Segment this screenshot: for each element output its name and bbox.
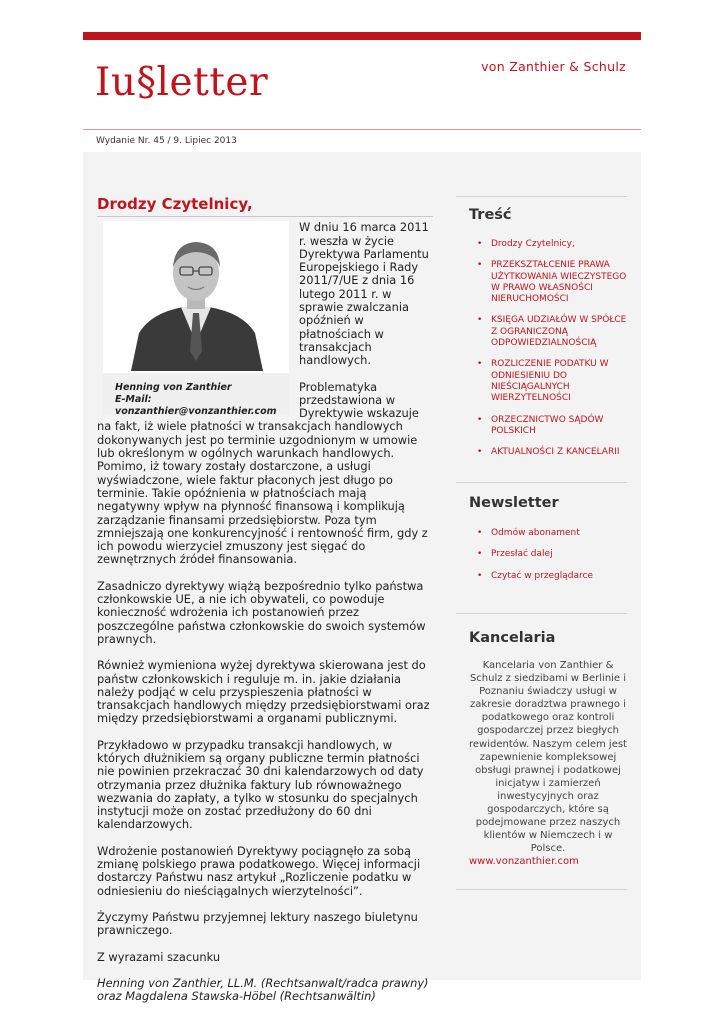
kancelaria-section [469, 630, 627, 869]
firm-name: von Zanthier & Schulz [481, 59, 626, 74]
caption-name: Henning von Zanthier [115, 382, 232, 394]
unsubscribe-link[interactable]: • Odmów abonament [469, 528, 627, 539]
signature-line-1: Henning von Zanthier, LL.M. (Rechtsanwalt/radca prawny) [97, 975, 429, 990]
edition-info: Wydanie Nr. 45 / 9. Lipiec 2013 [96, 136, 237, 146]
article-paragraph: Wdrożenie postanowień Dyrektywy pociągnęło za sobą zmianę polskiego prawa podatkowego. Więcej informacji dostarczy Państwu nasz artykuł „Rozliczenie podatku w odniesieniu do nieściągalnych wierzytelności”. [97, 843, 421, 898]
toc-list [469, 239, 627, 458]
sidebar-divider [456, 482, 627, 483]
caption-email: E-Mail: vonzanthier@vonzanthier.com [115, 394, 277, 418]
article-paragraph: Również wymieniona wyżej dyrektywa skierowana jest do państw członkowskich i reguluje m. in. jakie działania należy podjąć w celu przyspieszenia płatności w transakcjach handlowych między przedsiębiorstwami oraz między przedsiębiorstwami a organami publicznymi. [97, 658, 430, 726]
toc-item[interactable]: • Drodzy Czytelnicy, [469, 239, 627, 250]
newsletter-logo: Iu§letter [95, 60, 269, 105]
article-paragraph: Z wyrazami szacunku [97, 949, 221, 964]
kancelaria-title: Kancelaria [469, 630, 556, 646]
newsletter-list [469, 528, 627, 582]
signature [97, 977, 433, 1004]
kancelaria-description: Kancelaria von Zanthier & Schulz z siedzibami w Berlinie i Poznaniu świadczy usługi w zakresie doradztwa prawnego i podatkowego oraz kontroli gospodarczej przez biegłych rewidentów. Naszym celem jest zapewnienie kompleksowej obsługi prawnej i podatkowej inicjatyw i zamierzeń inwestycyjnych oraz gospodarczych, które są podejmowane przez naszych klientów w Niemczech i w Polsce. [469, 660, 627, 855]
header-divider [83, 129, 641, 130]
sidebar-divider [456, 613, 627, 614]
toc-item[interactable]: • ORZECZNICTWO SĄDÓW POLSKICH [469, 415, 627, 438]
toc-section [469, 207, 627, 468]
photo-caption [115, 382, 289, 418]
website-link[interactable]: www.vonzanthier.com [469, 856, 579, 868]
toc-title: Treść [469, 207, 512, 223]
view-in-browser-link[interactable]: • Czytać w przeglądarce [469, 571, 627, 582]
article-paragraph: Zasadniczo dyrektywy wiążą bezpośrednio tylko państwa członkowskie UE, a nie ich obywateli, co powoduje konieczność wdrożenia ich postanowień przez poszczególne państwa członkowskie do swoich systemów prawnych. [97, 578, 426, 646]
newsletter-title: Newsletter [469, 495, 559, 511]
greeting-heading: Drodzy Czytelnicy, [97, 198, 433, 217]
main-article [97, 195, 433, 1004]
forward-link[interactable]: • Przesłać dalej [469, 549, 627, 560]
top-accent-bar [83, 32, 641, 40]
article-paragraph: Przykładowo w przypadku transakcji handlowych, w których dłużnikiem są organy publiczne termin płatności nie powinien przekraczać 30 dni kalendarzowych od daty otrzymania przez dłużnika faktury lub równoważnego wezwania do zapłaty, a tylko w stosunku do specjalnych instytucji może on zostać przedłużony do 60 dni kalendarzowych. [97, 737, 424, 832]
sidebar-divider [456, 196, 627, 197]
signature-line-2: oraz Magdalena Stawska-Höbel (Rechtsanwältin) [97, 989, 376, 1004]
article-paragraph: Życzymy Państwu przyjemnej lektury naszego biuletynu prawniczego. [97, 909, 418, 938]
toc-item[interactable]: • KSIĘGA UDZIAŁÓW W SPÓŁCE Z OGRANICZONĄ ODPOWIEDZIALNOŚCIĄ [469, 315, 627, 349]
toc-item[interactable]: • ROZLICZENIE PODATKU W ODNIESIENIU DO NIEŚCIĄGALNYCH WIERZYTELNOŚCI [469, 359, 627, 404]
author-photo [103, 221, 289, 418]
toc-item[interactable]: • AKTUALNOŚCI Z KANCELARII [469, 447, 627, 458]
article-paragraph: Problematyka przedstawiona w Dyrektywie wskazuje na fakt, iż wiele płatności w transakcjach handlowych dokonywanych jest po terminie uzgodnionym w umowie lub określonym w ogólnych warunkach handlowych. Pomimo, iż towary zostały dostarczone, a usługi wyświadczone, wiele faktur płaconych jest długo po terminie. Takie opóźnienia w płatnościach mają negatywny wpływ na płynność finansową i komplikują zarządzanie finansami przedsiębiorstw. Poza tym zmniejszają one konkurencyjność i rentowność firm, gdy z ich powodu wierzyciel zmuszony jest sięgać do zewnętrznych źródeł finansowania. [97, 379, 428, 567]
toc-item[interactable]: • PRZEKSZTAŁCENIE PRAWA UŻYTKOWANIA WIECZYSTEGO W PRAWO WŁASNOŚCI NIERUCHOMOŚCI [469, 260, 627, 305]
sidebar-divider [456, 889, 627, 890]
newsletter-section [469, 495, 627, 592]
article-paragraph: W dniu 16 marca 2011 r. weszła w życie Dyrektywa Parlamentu Europejskiego i Rady 2011/7/UE z dnia 16 lutego 2011 r. w sprawie zwalczania opóźnień w płatnościach w transakcjach handlowych. [299, 220, 429, 368]
